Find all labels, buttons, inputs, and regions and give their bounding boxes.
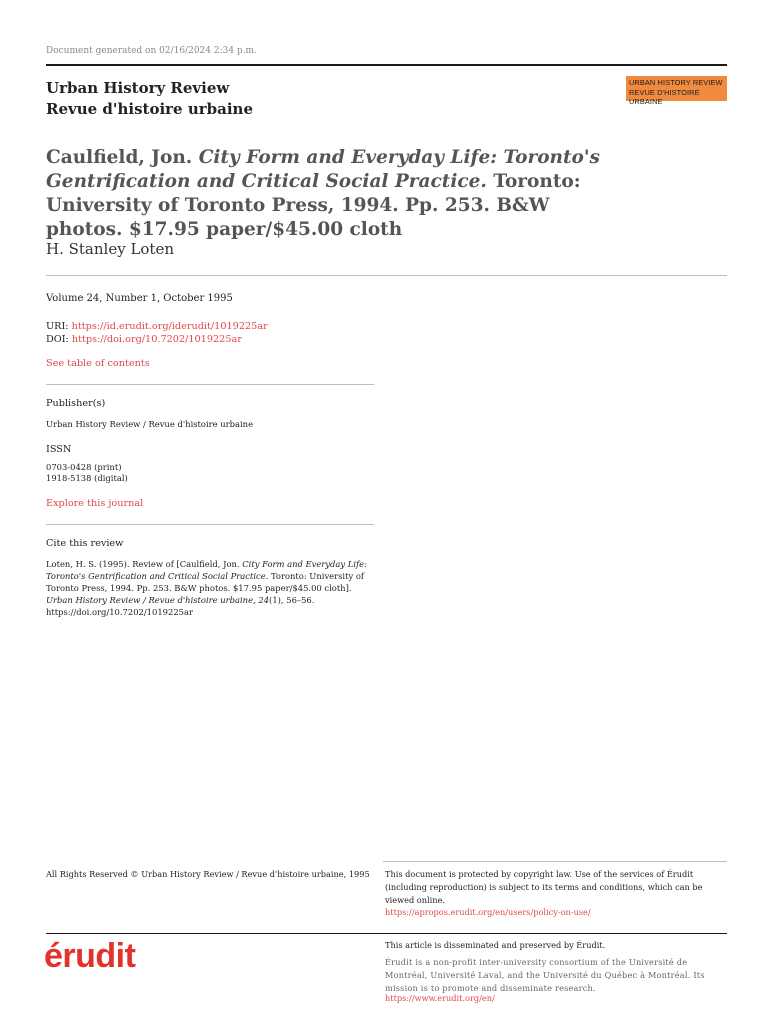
issn-digital: 1918-5138 (digital) (46, 473, 128, 483)
top-rule (46, 64, 727, 66)
author: H. Stanley Loten (46, 240, 174, 258)
publisher-label: Publisher(s) (46, 398, 106, 409)
issn-label: ISSN (46, 444, 72, 455)
article-title (46, 146, 626, 242)
uri-label: URI: (46, 321, 69, 332)
cite-label: Cite this review (46, 538, 124, 549)
journal-name-en: Urban History Review (46, 79, 230, 97)
citation (46, 558, 376, 618)
journal-logo (626, 76, 727, 106)
bottom-rule (46, 933, 727, 934)
journal-logo-line1: URBAN HISTORY REVIEW (629, 78, 723, 87)
rights-statement: All Rights Reserved © Urban History Review / Revue d'histoire urbaine, 1995 (46, 869, 370, 879)
doi-label: DOI: (46, 334, 69, 345)
erudit-site-link[interactable]: https://www.erudit.org/en/ (385, 993, 495, 1003)
doi-link[interactable]: https://doi.org/10.7202/1019225ar (71, 334, 242, 345)
erudit-logo: érudit (44, 937, 136, 975)
citation-publisher: Toronto: University of Toronto Press, 1994. Pp. 253. B&W photos. $17.95 paper/$45.00 cloth]. (46, 571, 365, 593)
erudit-about: Érudit is a non-profit inter-university consortium of the Université de Montréal, Université Laval, and the Université du Québec à Montréal. Its mission is to promote and disseminate research. (385, 957, 705, 993)
divider (46, 275, 727, 276)
divider (46, 524, 374, 525)
toc-link[interactable]: See table of contents (46, 358, 150, 369)
copyright-notice: This document is protected by copyright law. Use of the services of Érudit (including reproduction) is subject to its terms and conditions, which can be viewed online. (385, 869, 703, 905)
journal-name-fr: Revue d'histoire urbaine (46, 100, 253, 118)
citation-volume: 24 (258, 595, 270, 605)
policy-link[interactable]: https://apropos.erudit.org/en/users/policy-on-use/ (385, 907, 591, 917)
journal-title (46, 78, 253, 120)
title-book: City Form and Everyday Life: Toronto's Gentrification and Critical Social Practice. (46, 147, 600, 192)
uri-link[interactable]: https://id.erudit.org/iderudit/1019225ar (71, 321, 268, 332)
issn-print: 0703-0428 (print) (46, 462, 122, 472)
divider (46, 384, 374, 385)
footer-rule (383, 861, 727, 862)
citation-issue: (1), 56–56. https://doi.org/10.7202/1019225ar (46, 595, 315, 617)
journal-logo-line2: REVUE D'HISTOIRE URBAINE (629, 87, 700, 106)
citation-comma: , (253, 595, 256, 605)
citation-book: City Form and Everyday Life: Toronto's Gentrification and Critical Social Practice. (46, 559, 367, 581)
citation-author: Loten, H. S. (1995). Review of [Caulfield, Jon. (46, 559, 240, 569)
title-rest: Toronto: University of Toronto Press, 1994. Pp. 253. B&W photos. $17.95 paper/$45.00 cloth (46, 171, 581, 240)
title-lead: Caulfield, Jon. (46, 147, 193, 168)
identifiers (46, 320, 268, 346)
disseminated-notice: This article is disseminated and preserved by Érudit. (385, 940, 606, 950)
publisher-name: Urban History Review / Revue d'histoire urbaine (46, 419, 254, 429)
citation-journal: Urban History Review / Revue d'histoire urbaine (46, 595, 254, 605)
generated-date: Document generated on 02/16/2024 2:34 p.m. (46, 46, 257, 56)
explore-journal-link[interactable]: Explore this journal (46, 498, 144, 509)
volume-info: Volume 24, Number 1, October 1995 (46, 293, 233, 304)
